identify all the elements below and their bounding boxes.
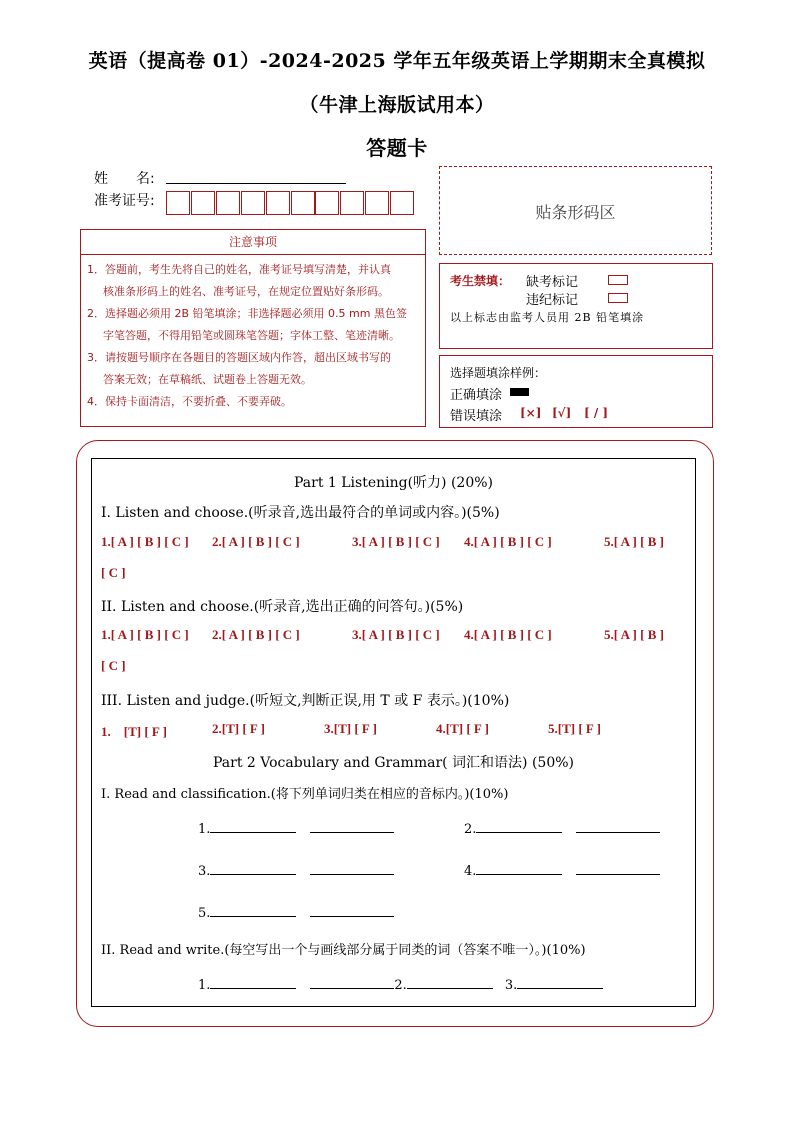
notice-item: 答案无效；在草稿纸、试题卷上答题无效。 <box>103 373 312 386</box>
question-options[interactable]: 3.[ A ] [ B ] [ C ] <box>352 534 440 549</box>
page-title: 英语（提高卷 01）-2024-2025 学年五年级英语上学期期末全真模拟 <box>88 50 706 72</box>
part1-sec1-title: I. Listen and choose.(听录音,选出最符合的单词或内容。)(5%) <box>101 505 500 521</box>
answer-blank[interactable] <box>407 976 493 989</box>
blank-number: 1. <box>198 822 211 837</box>
blank-number: 1. <box>198 978 211 993</box>
answer-blank[interactable] <box>210 820 296 833</box>
judge-options[interactable]: 3.[T] [ F ] <box>324 721 377 736</box>
question-options[interactable]: 4.[ A ] [ B ] [ C ] <box>464 534 552 549</box>
exam-id-digit-box[interactable] <box>390 191 414 215</box>
write-row <box>198 976 603 993</box>
notice-title: 注意事项 <box>81 230 425 255</box>
classify-row-2 <box>464 820 660 837</box>
question-options[interactable]: 5.[ A ] [ B ] <box>604 627 664 642</box>
exam-id-digit-box[interactable] <box>191 191 215 215</box>
wrong-fill-mark: [ / ] <box>584 406 609 420</box>
question-options-wrap[interactable]: [ C ] <box>101 565 126 580</box>
blank-number: 4. <box>464 864 477 879</box>
part1-sec3-title: III. Listen and judge.(听短文,判断正误,用 T 或 F 表示。)(10%) <box>101 693 510 709</box>
classify-row-4 <box>464 862 660 879</box>
notice-item: 核准条形码上的姓名、准考证号，在规定位置贴好条形码。 <box>103 285 389 298</box>
answer-blank[interactable] <box>576 862 660 875</box>
answer-blank[interactable] <box>310 904 394 917</box>
exam-id-digit-box[interactable] <box>315 191 339 215</box>
exam-id-label: 准考证号: <box>94 193 155 209</box>
part1-sec2-title: II. Listen and choose.(听录音,选出正确的问答句。)(5%) <box>101 599 464 615</box>
fill-sample-box <box>439 355 713 428</box>
blank-number: 3. <box>198 864 211 879</box>
question-options[interactable]: 4.[ A ] [ B ] [ C ] <box>464 627 552 642</box>
answer-blank[interactable] <box>576 820 660 833</box>
exam-id-digit-box[interactable] <box>241 191 265 215</box>
page-subtitle: （牛津上海版试用本） <box>299 94 495 116</box>
notice-box <box>80 229 426 427</box>
name-label: 姓 名: <box>94 171 155 187</box>
violation-mark-label: 违纪标记 <box>526 293 579 308</box>
exam-marks-box <box>439 263 713 349</box>
part2-sec2-title: II. Read and write.(每空写出一个与画线部分属于同类的词（答案不唯一）。)(10%) <box>101 943 586 958</box>
judge-options[interactable]: 2.[T] [ F ] <box>212 721 265 736</box>
exam-id-digit-box[interactable] <box>216 191 240 215</box>
question-options[interactable]: 1.[ A ] [ B ] [ C ] <box>101 534 189 549</box>
barcode-area <box>439 166 712 255</box>
correct-fill-sample <box>510 388 529 396</box>
answer-blank[interactable] <box>210 904 296 917</box>
question-options[interactable]: 2.[ A ] [ B ] [ C ] <box>212 534 300 549</box>
judge-options[interactable]: 5.[T] [ F ] <box>548 721 601 736</box>
absent-mark-box[interactable] <box>608 275 628 285</box>
exam-id-digit-box[interactable] <box>291 191 315 215</box>
question-options-wrap[interactable]: [ C ] <box>101 658 126 673</box>
answer-blank[interactable] <box>210 976 296 989</box>
blank-number: 2. <box>464 822 477 837</box>
exam-id-boxes[interactable] <box>166 191 415 215</box>
notice-item: 2．选择题必须用 2B 铅笔填涂；非选择题必须用 0.5 mm 黑色签 <box>87 307 407 320</box>
classify-row-3 <box>198 862 394 879</box>
classify-row-5 <box>198 904 394 921</box>
exam-id-digit-box[interactable] <box>266 191 290 215</box>
exam-id-digit-box[interactable] <box>166 191 190 215</box>
wrong-fill-mark: [√] <box>552 406 572 420</box>
answer-blank[interactable] <box>310 820 394 833</box>
blank-number: 2. <box>394 978 407 993</box>
notice-item: 1．答题前，考生先将自己的姓名，准考证号填写清楚，并认真 <box>87 263 391 276</box>
blank-number: 3. <box>504 978 518 993</box>
answer-blank[interactable] <box>517 976 603 989</box>
exam-marks-label: 考生禁填： <box>450 274 511 288</box>
correct-fill-label: 正确填涂 <box>450 388 503 403</box>
question-options[interactable]: 5.[ A ] [ B ] <box>604 534 664 549</box>
name-field[interactable] <box>166 183 346 184</box>
judge-options[interactable]: 4.[T] [ F ] <box>436 721 489 736</box>
exam-marks-note: 以上标志由监考人员用 2B 铅笔填涂 <box>450 311 645 324</box>
blank-number: 5. <box>198 906 211 921</box>
part2-sec1-title: I. Read and classification.(将下列单词归类在相应的音标内。)(10%) <box>101 787 509 802</box>
question-options[interactable]: 1.[ A ] [ B ] [ C ] <box>101 627 189 642</box>
answer-blank[interactable] <box>310 976 394 989</box>
answer-sheet-title: 答题卡 <box>366 136 428 160</box>
answer-blank[interactable] <box>310 862 394 875</box>
notice-item: 字笔答题，不得用铅笔或圆珠笔答题；字体工整、笔迹清晰。 <box>103 329 400 342</box>
absent-mark-label: 缺考标记 <box>526 275 579 290</box>
notice-item: 4．保持卡面清洁，不要折叠、不要弄破。 <box>87 395 292 408</box>
notice-item: 3．请按题号顺序在各题目的答题区域内作答，超出区域书写的 <box>87 351 391 364</box>
answer-blank[interactable] <box>210 862 296 875</box>
part2-title: Part 2 Vocabulary and Grammar( 词汇和语法) (50%) <box>212 755 574 771</box>
exam-id-digit-box[interactable] <box>340 191 364 215</box>
answer-blank[interactable] <box>476 820 562 833</box>
fill-sample-title: 选择题填涂样例： <box>450 366 547 380</box>
classify-row-1 <box>198 820 394 837</box>
question-options[interactable]: 2.[ A ] [ B ] [ C ] <box>212 627 300 642</box>
answer-blank[interactable] <box>476 862 562 875</box>
judge-options[interactable]: 1. [T] [ F ] <box>101 724 167 739</box>
exam-id-digit-box[interactable] <box>365 191 389 215</box>
violation-mark-box[interactable] <box>608 293 628 303</box>
question-options[interactable]: 3.[ A ] [ B ] [ C ] <box>352 627 440 642</box>
wrong-fill-label: 错误填涂 <box>450 409 503 424</box>
wrong-fill-mark: [×] <box>520 406 542 420</box>
part1-title: Part 1 Listening(听力) (20%) <box>293 475 494 491</box>
barcode-label: 贴条形码区 <box>535 203 616 222</box>
